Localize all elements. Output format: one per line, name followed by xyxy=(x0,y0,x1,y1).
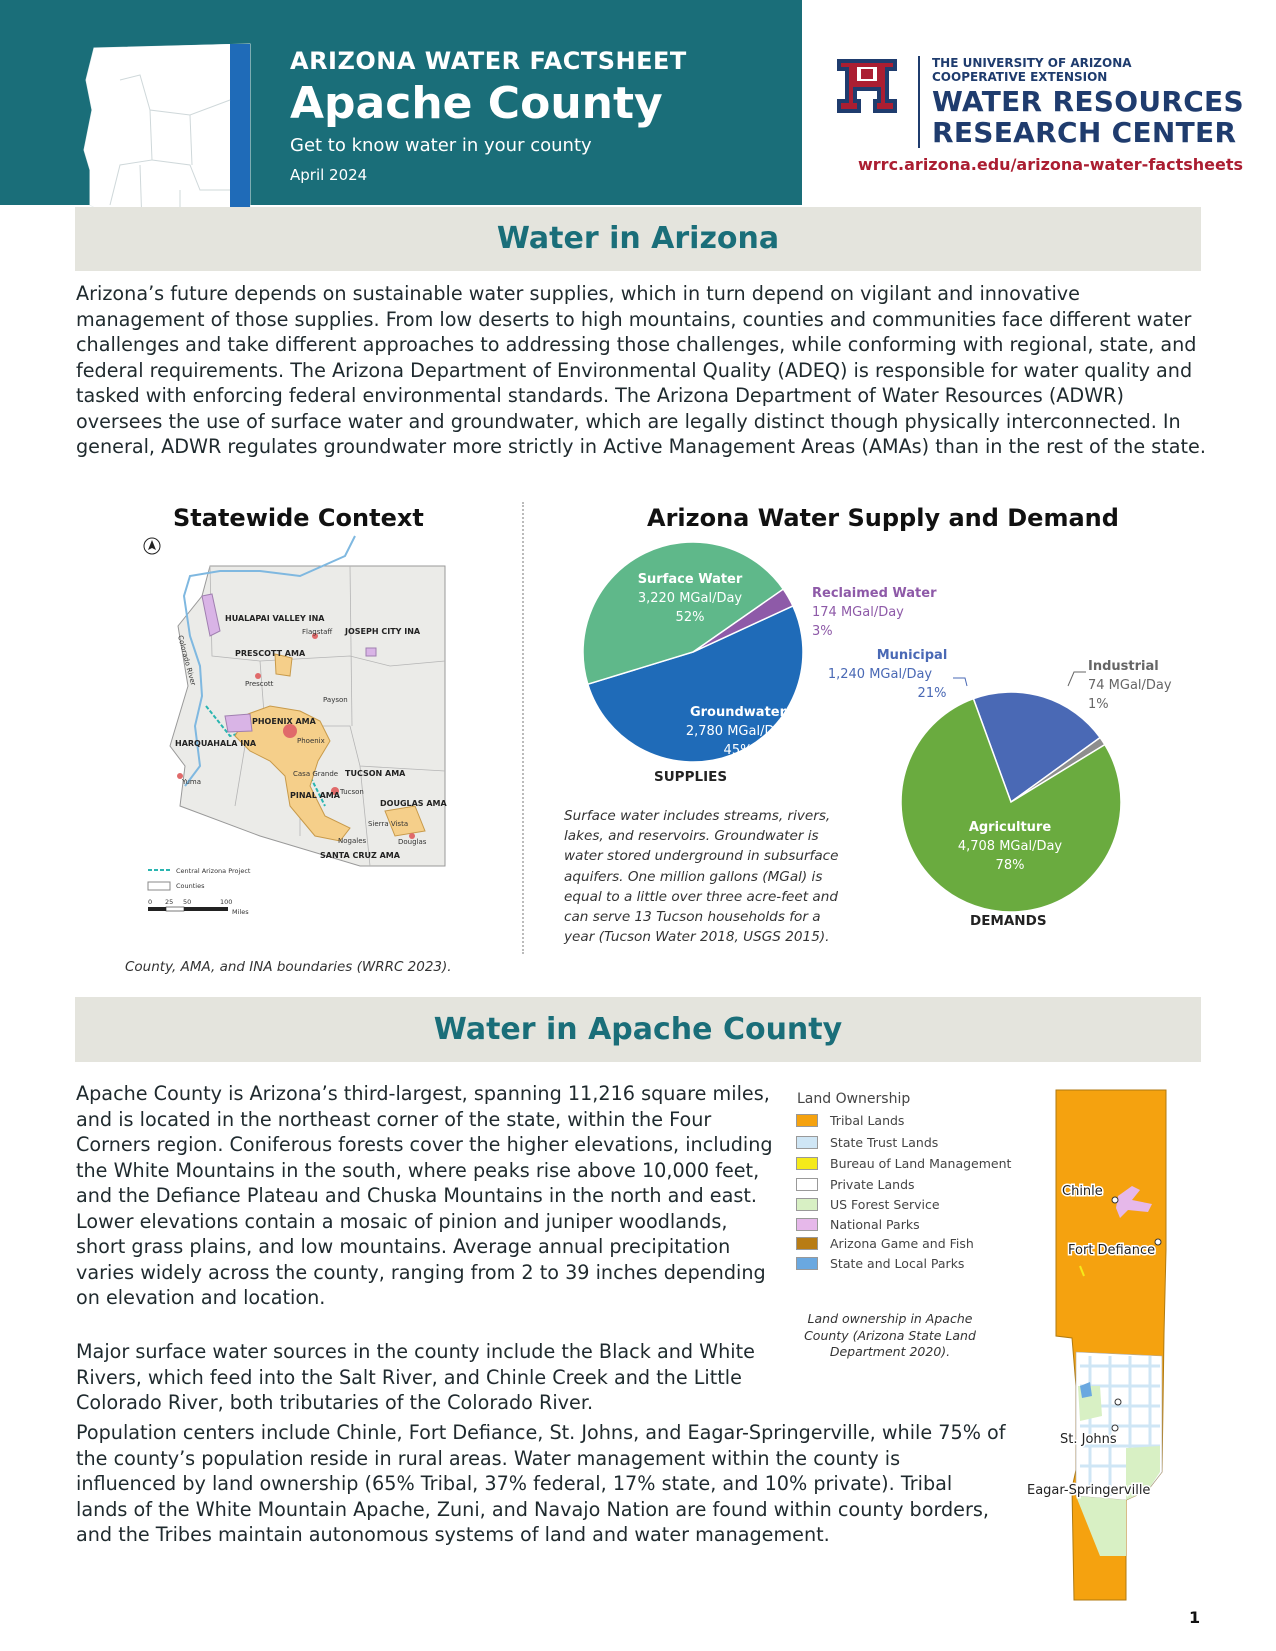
supply-demand-note: Surface water includes streams, rivers, lakes, and reservoirs. Groundwater is water stored underground in subsurface aquifers. One million gallons (MGal) is equal to a little over three acre-feet and can serve 13 Tucson households for a year (Tucson Water 2018, USGS 2015). xyxy=(564,808,839,946)
legend-swatch xyxy=(796,1198,818,1211)
statewide-context-map xyxy=(140,536,480,926)
scale-50: 50 xyxy=(183,898,192,906)
map-label-fort-defiance: Fort Defiance xyxy=(1068,1243,1156,1258)
label-casa-grande: Casa Grande xyxy=(293,770,339,778)
factsheets-url[interactable]: wrrc.arizona.edu/arizona-water-factsheets xyxy=(858,155,1243,174)
label-phoenix-ama: PHOENIX AMA xyxy=(252,717,316,726)
slice-label-ground-value: 2,780 MGal/Day xyxy=(685,724,791,739)
label-douglas-ama: DOUGLAS AMA xyxy=(380,799,447,808)
label-prescott-ama: PRESCOTT AMA xyxy=(235,649,306,658)
label-nogales: Nogales xyxy=(338,837,367,845)
scale-100: 100 xyxy=(220,898,233,906)
label-flagstaff: Flagstaff xyxy=(302,628,333,636)
tagline: Get to know water in your county xyxy=(290,135,592,156)
statewide-context-heading: Statewide Context xyxy=(173,504,424,532)
slice-label-ground-percent: 45% xyxy=(723,743,753,758)
label-pinal: PINAL AMA xyxy=(290,791,340,800)
label-yuma: Yuma xyxy=(182,778,202,786)
legend-swatch xyxy=(796,1136,818,1149)
slice-label-agri-percent: 78% xyxy=(995,858,1025,873)
apache-paragraph-2-start: Major surface water sources in the county include the Black and White Rivers, which feed into the Salt River, and Chinle Creek and the Little Colorado River, both tributaries of the Colorado River. xyxy=(76,1340,755,1414)
slice-label-surface-value: 3,220 MGal/Day xyxy=(637,591,743,606)
legend-swatch xyxy=(796,1178,818,1191)
label-harquahala: HARQUAHALA INA xyxy=(175,739,257,748)
section-heading-water-in-apache-county: Water in Apache County xyxy=(75,997,1201,1062)
factsheet-series-title: ARIZONA WATER FACTSHEET xyxy=(290,47,687,75)
land-ownership-caption: Land ownership in Apache County (Arizona State Land Department 2020). xyxy=(804,1311,976,1359)
slice-label-ground-name: Groundwater xyxy=(689,705,787,720)
slice-label-industrial-percent: 1% xyxy=(1088,697,1109,712)
map-label-chinle: Chinle xyxy=(1062,1184,1103,1199)
label-douglas: Douglas xyxy=(398,838,427,846)
slice-label-agri-value: 4,708 MGal/Day xyxy=(957,839,1063,854)
scale-unit: Miles xyxy=(232,908,249,916)
scale-25: 25 xyxy=(165,898,174,906)
label-hualapai: HUALAPAI VALLEY INA xyxy=(225,614,325,623)
label-colorado-river: Colorado River xyxy=(176,634,198,687)
legend-counties: Counties xyxy=(176,882,205,890)
slice-label-industrial-name: Industrial xyxy=(1088,659,1159,674)
label-joseph: JOSEPH CITY INA xyxy=(345,627,421,636)
legend-swatch xyxy=(796,1114,818,1127)
intro-paragraph: Arizona’s future depends on sustainable water supplies, which in turn depend on vigilant and innovative management of those supplies. From low deserts to high mountains, counties and communities face different water challenges and take different approaches to addressing those challenges, while conforming with regional, state, and federal requirements. The Arizona Department of Environmental Quality (ADEQ) is responsible for water quality and tasked with enforcing federal environmental standards. The Arizona Department of Water Resources (ADWR) oversees the use of surface water and groundwater, which are legally distinct though physically interconnected. In general, ADWR regulates groundwater more strictly in Active Management Areas (AMAs) than in the rest of the state. xyxy=(76,282,1206,458)
legend-label: State Trust Lands xyxy=(830,1135,939,1150)
label-phoenix: Phoenix xyxy=(297,737,325,745)
section-heading-water-in-arizona: Water in Arizona xyxy=(75,207,1201,271)
apache-paragraph-2-end: Population centers include Chinle, Fort Defiance, St. Johns, and Eagar-Springerville, while 75% of the county’s population reside in rural areas. Water management within the county is influenced by land ownership (65% Tribal, 37% federal, 17% state, and 10% private). Tribal lands of the White Mountain Apache, Zuni, and Navajo Nation are found within county borders, and the Tribes maintain autonomous systems of land and water management. xyxy=(76,1421,1006,1546)
slice-label-municipal-value: 1,240 MGal/Day xyxy=(827,667,933,682)
label-sierra-vista: Sierra Vista xyxy=(368,820,409,828)
slice-label-industrial-value: 74 MGal/Day xyxy=(1088,678,1172,693)
legend-cap: Central Arizona Project xyxy=(176,867,251,875)
slice-label-surface-name: Surface Water xyxy=(637,572,743,587)
statewide-map-caption: County, AMA, and INA boundaries (WRRC 2023). xyxy=(125,959,452,975)
legend-swatch xyxy=(796,1237,818,1250)
page-title: Apache County xyxy=(290,78,663,129)
slice-label-reclaimed-name: Reclaimed Water xyxy=(812,586,937,601)
legend-label: State and Local Parks xyxy=(830,1256,965,1271)
legend-label: National Parks xyxy=(830,1217,920,1232)
scale-0: 0 xyxy=(148,898,153,906)
slice-label-municipal-percent: 21% xyxy=(917,686,947,701)
center-name-line1: WATER RESOURCES xyxy=(932,85,1244,118)
slice-label-reclaimed-value: 174 MGal/Day xyxy=(812,605,904,620)
label-tucson-ama: TUCSON AMA xyxy=(345,769,406,778)
center-name-line2: RESEARCH CENTER xyxy=(932,116,1237,149)
legend-swatch xyxy=(796,1218,818,1231)
supply-demand-heading: Arizona Water Supply and Demand xyxy=(647,504,1119,532)
land-ownership-legend-title: Land Ownership xyxy=(797,1091,911,1107)
label-prescott: Prescott xyxy=(245,680,274,688)
slice-label-reclaimed-percent: 3% xyxy=(812,624,833,639)
supplies-label: SUPPLIES xyxy=(654,769,728,785)
map-label-st-johns: St. Johns xyxy=(1060,1432,1117,1447)
page-number: 1 xyxy=(1189,1608,1201,1627)
label-santa-cruz: SANTA CRUZ AMA xyxy=(320,851,400,860)
legend-label: Bureau of Land Management xyxy=(830,1156,1012,1171)
demands-label: DEMANDS xyxy=(970,913,1047,929)
cooperative-extension-label: COOPERATIVE EXTENSION xyxy=(932,70,1108,84)
column-divider xyxy=(522,502,524,954)
legend-label: US Forest Service xyxy=(830,1197,940,1212)
legend-label: Arizona Game and Fish xyxy=(830,1236,974,1251)
slice-label-agri-name: Agriculture xyxy=(968,820,1052,835)
label-payson: Payson xyxy=(323,696,348,704)
university-logo-icon xyxy=(833,55,901,117)
map-label-eagar: Eagar-Springerville xyxy=(1027,1483,1151,1498)
legend-swatch xyxy=(796,1257,818,1270)
legend-label: Tribal Lands xyxy=(830,1113,905,1128)
legend-swatch xyxy=(796,1157,818,1170)
legend-label: Private Lands xyxy=(830,1177,915,1192)
publication-date: April 2024 xyxy=(290,166,368,184)
demands-pie xyxy=(901,692,1121,912)
slice-label-surface-percent: 52% xyxy=(675,610,705,625)
slice-label-municipal-name: Municipal xyxy=(876,648,948,663)
logo-divider xyxy=(918,56,920,148)
apache-county-land-ownership-map xyxy=(1020,1086,1200,1600)
university-name: THE UNIVERSITY OF ARIZONA xyxy=(932,56,1132,70)
label-tucson: Tucson xyxy=(340,788,364,796)
apache-paragraph-1: Apache County is Arizona’s third-largest, spanning 11,216 square miles, and is located in the northeast corner of the state, within the Four Corners region. Coniferous forests cover the higher elevations, including the White Mountains in the south, where peaks rise above 10,000 feet, and the Defiance Plateau and Chuska Mountains in the north and east. Lower elevations contain a mosaic of pinion and juniper woodlands, short grass plains, and low mountains. Average annual precipitation varies widely across the county, ranging from 2 to 39 inches depending on elevation and location. xyxy=(76,1082,773,1309)
